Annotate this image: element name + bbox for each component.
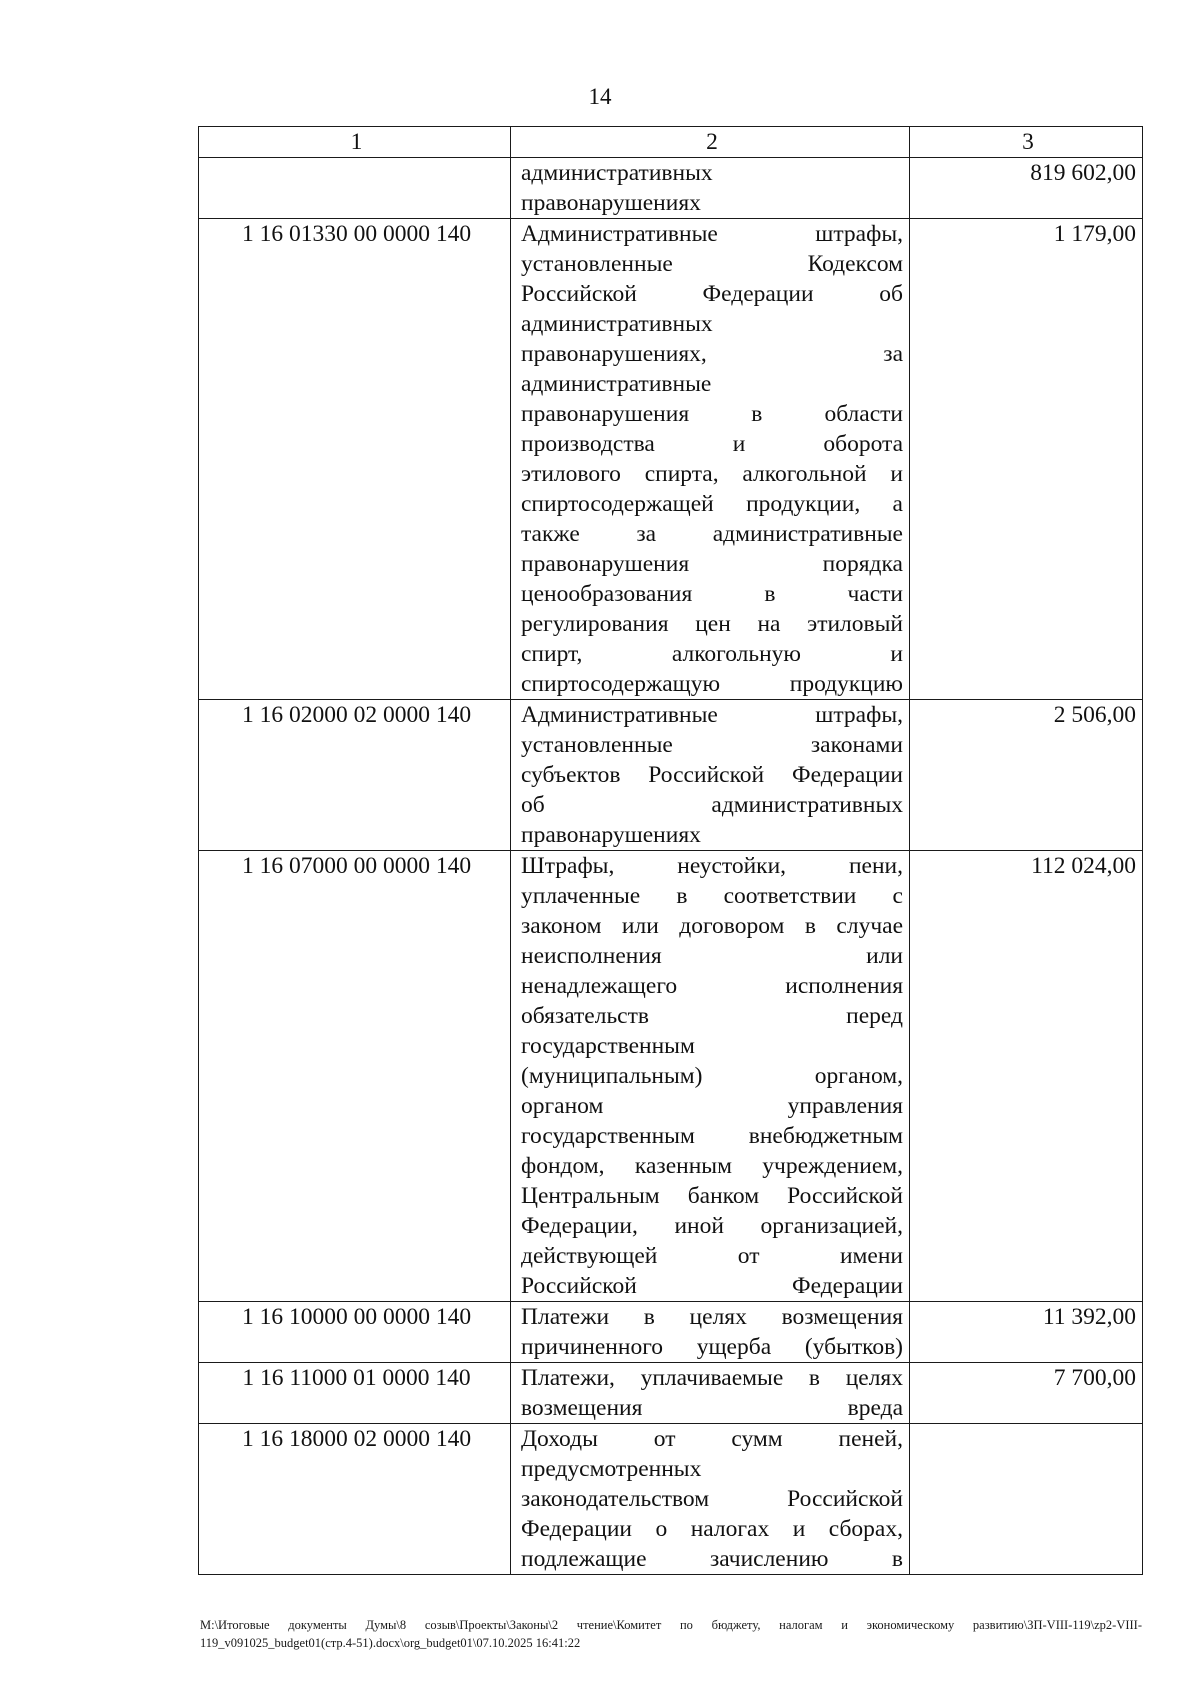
description-line: об административных (521, 792, 903, 818)
document-file-path-footer: M:\Итоговые документы Думы\8 созыв\Проекты\Законы\2 чтение\Комитет по бюджету, налогам и экономическому развитию\ЗП-VIII-119\zp2-VIII-119_v091025_budget01(стр.4-51).docx\org_budget01\07.10.2025 16:41:22 (200, 1618, 1142, 1650)
budget-classification-code (199, 158, 511, 219)
revenue-amount: 819 602,00 (910, 158, 1143, 219)
description-line: возмещения вреда (521, 1395, 903, 1421)
revenue-description (511, 219, 910, 700)
description-line: Платежи, уплачиваемые в целях (521, 1365, 903, 1391)
description-line: спиртосодержащую продукцию (521, 671, 903, 697)
table-body (199, 158, 1143, 1575)
description-line: правонарушениях (521, 190, 701, 216)
column-header-name: 2 (511, 127, 910, 158)
revenue-description (511, 1363, 910, 1424)
description-line: установленные Кодексом (521, 251, 903, 277)
description-line: органом управления (521, 1093, 903, 1119)
column-header-amount: 3 (910, 127, 1143, 158)
description-line: также за административные (521, 521, 903, 547)
description-line: подлежащие зачислению в (521, 1546, 903, 1572)
description-line: Платежи в целях возмещения (521, 1304, 903, 1330)
description-line: действующей от имени (521, 1243, 903, 1269)
revenue-description (511, 1424, 910, 1575)
description-line: правонарушениях, за (521, 341, 903, 367)
description-line: административных (521, 160, 713, 186)
table-row (199, 1363, 1143, 1424)
table-row (199, 158, 1143, 219)
description-line: правонарушения порядка (521, 551, 903, 577)
revenue-amount: 1 179,00 (910, 219, 1143, 700)
column-header-code: 1 (199, 127, 511, 158)
budget-classification-code: 1 16 18000 02 0000 140 (199, 1424, 511, 1575)
table-header-row (199, 127, 1143, 158)
budget-revenue-table (198, 126, 1143, 1575)
description-line: предусмотренных (521, 1456, 702, 1482)
page-number: 14 (588, 84, 612, 109)
description-line: Штрафы, неустойки, пени, (521, 853, 903, 879)
description-line: государственным внебюджетным (521, 1123, 903, 1149)
description-line: фондом, казенным учреждением, (521, 1153, 903, 1179)
description-line: уплаченные в соответствии с (521, 883, 903, 909)
table-row (199, 219, 1143, 700)
budget-classification-code: 1 16 02000 02 0000 140 (199, 700, 511, 851)
description-line: ненадлежащего исполнения (521, 973, 903, 999)
description-line: законодательством Российской (521, 1486, 903, 1512)
budget-classification-code: 1 16 01330 00 0000 140 (199, 219, 511, 700)
description-line: Административные штрафы, (521, 702, 903, 728)
revenue-description (511, 1302, 910, 1363)
description-line: причиненного ущерба (убытков) (521, 1334, 903, 1360)
description-line: Федерации о налогах и сборах, (521, 1516, 903, 1542)
description-line: правонарушениях (521, 822, 701, 848)
table-row (199, 851, 1143, 1302)
table-row (199, 1424, 1143, 1575)
budget-classification-code: 1 16 10000 00 0000 140 (199, 1302, 511, 1363)
revenue-amount: 112 024,00 (910, 851, 1143, 1302)
description-line: спиртосодержащей продукции, а (521, 491, 903, 517)
description-line: Центральным банком Российской (521, 1183, 903, 1209)
description-line: субъектов Российской Федерации (521, 762, 903, 788)
description-line: (муниципальным) органом, (521, 1063, 903, 1089)
revenue-amount: 7 700,00 (910, 1363, 1143, 1424)
description-line: неисполнения или (521, 943, 903, 969)
description-line: Российской Федерации (521, 1273, 903, 1299)
description-line: обязательств перед (521, 1003, 903, 1029)
revenue-amount: 11 392,00 (910, 1302, 1143, 1363)
description-line: административные (521, 371, 712, 397)
revenue-amount (910, 1424, 1143, 1575)
description-line: Федерации, иной организацией, (521, 1213, 903, 1239)
description-line: установленные законами (521, 732, 903, 758)
revenue-description (511, 158, 910, 219)
description-line: государственным (521, 1033, 695, 1059)
description-line: Российской Федерации об (521, 281, 903, 307)
description-line: Доходы от сумм пеней, (521, 1426, 903, 1452)
description-line: Административные штрафы, (521, 221, 903, 247)
revenue-amount: 2 506,00 (910, 700, 1143, 851)
description-line: этилового спирта, алкогольной и (521, 461, 903, 487)
table-row (199, 1302, 1143, 1363)
description-line: законом или договором в случае (521, 913, 903, 939)
budget-classification-code: 1 16 11000 01 0000 140 (199, 1363, 511, 1424)
description-line: ценообразования в части (521, 581, 903, 607)
description-line: правонарушения в области (521, 401, 903, 427)
description-line: административных (521, 311, 713, 337)
revenue-description (511, 851, 910, 1302)
description-line: производства и оборота (521, 431, 903, 457)
table-row (199, 700, 1143, 851)
revenue-description (511, 700, 910, 851)
budget-classification-code: 1 16 07000 00 0000 140 (199, 851, 511, 1302)
description-line: спирт, алкогольную и (521, 641, 903, 667)
description-line: регулирования цен на этиловый (521, 611, 903, 637)
